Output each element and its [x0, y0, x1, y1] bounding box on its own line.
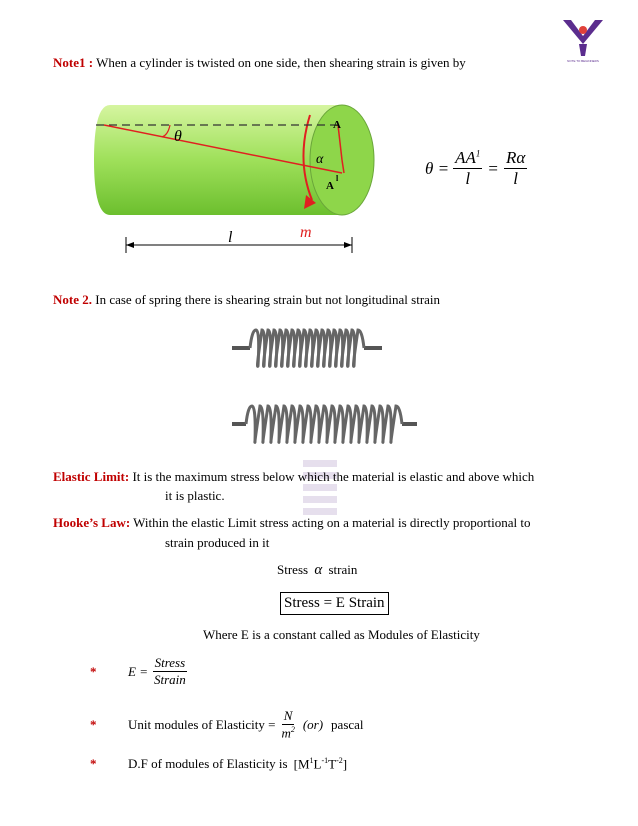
moment-label: m	[300, 224, 312, 241]
point-a-label: A	[333, 119, 341, 131]
stress-strain-fraction	[152, 655, 188, 688]
elastic-limit-label: Elastic Limit:	[53, 469, 130, 484]
logo	[553, 16, 613, 66]
theta-label: θ	[174, 128, 182, 145]
cylinder-figure	[90, 95, 390, 265]
elastic-limit-text-1: It is the maximum stress below which the material is elastic and above which	[132, 469, 535, 484]
bullet-2-unit: pascal	[331, 716, 364, 732]
note2-line	[53, 292, 440, 308]
bullet-3-star: *	[90, 756, 97, 772]
bullet-2-text: Unit modules of Elasticity =	[128, 716, 276, 732]
dimensional-formula	[294, 756, 347, 772]
fraction-denominator: Strain	[153, 672, 186, 687]
hookes-law-label: Hooke’s Law:	[53, 515, 131, 530]
shear-strain-formula	[425, 148, 527, 189]
point-a1-label: A	[326, 180, 334, 192]
frac1-superscript: 1	[475, 148, 481, 159]
df-l-exp: -1	[321, 756, 329, 765]
df-t: T	[328, 756, 337, 772]
frac2-denominator: l	[513, 169, 518, 188]
point-a1-sup: l	[336, 174, 339, 183]
boxed-equation: Stress = E Strain	[280, 592, 389, 615]
hookes-law-text-2: strain produced in it	[165, 535, 270, 550]
bullet-2-or: (or)	[302, 716, 324, 732]
elastic-limit-line1	[53, 469, 534, 485]
frac1-numerator: AA	[455, 148, 476, 167]
note2-label: Note 2.	[53, 292, 92, 307]
alpha-label: α	[316, 152, 324, 167]
bullet-1	[90, 655, 188, 688]
unit-numerator: N	[283, 708, 293, 723]
hookes-law-text-1: Within the elastic Limit stress acting on a material is directly proportional to	[133, 515, 531, 530]
length-label: l	[228, 229, 233, 246]
spring-extended	[232, 402, 417, 446]
unit-fraction	[279, 708, 296, 741]
frac1-denominator: l	[465, 169, 471, 188]
df-m-exp: 1	[309, 756, 314, 765]
note1-line	[53, 55, 466, 71]
bullet-3	[90, 756, 347, 772]
df-open: [M	[293, 756, 310, 772]
df-l: L	[313, 756, 322, 772]
formula-fraction-2	[504, 148, 527, 189]
logo-caption: NOTE TO BEGINNERS	[567, 59, 599, 63]
bullet-1-star: *	[90, 663, 97, 679]
bullet-1-lhs: E =	[128, 663, 148, 679]
note1-label: Note1 :	[53, 55, 94, 70]
fraction-numerator: Stress	[154, 655, 186, 670]
df-t-exp: -2	[336, 756, 343, 765]
frac2-numerator: Rα	[505, 148, 526, 167]
proportionality-statement	[277, 562, 357, 578]
cylinder-body	[94, 105, 374, 215]
df-close: ]	[342, 756, 348, 772]
note1-text: When a cylinder is twisted on one side, then shearing strain is given by	[96, 55, 466, 70]
spring-compressed	[232, 326, 382, 370]
bullet-2-star: *	[90, 716, 97, 732]
bullet-3-text: D.F of modules of Elasticity is	[128, 756, 288, 772]
unit-denominator: m	[281, 725, 291, 741]
prop-right: strain	[328, 562, 358, 577]
elastic-limit-text-2: it is plastic.	[165, 488, 225, 503]
unit-denominator-exp: 2	[290, 725, 295, 734]
prop-left: Stress	[277, 562, 309, 577]
bullet-2	[90, 708, 364, 741]
hookes-law-line1	[53, 515, 531, 531]
formula-lhs: θ =	[425, 158, 450, 178]
prop-symbol: α	[314, 562, 323, 578]
note2-text: In case of spring there is shearing strain but not longitudinal strain	[95, 292, 441, 307]
formula-fraction-1	[453, 148, 482, 189]
formula-equals: =	[488, 158, 498, 178]
watermark	[295, 458, 345, 518]
where-line: Where E is a constant called as Modules of Elasticity	[203, 627, 480, 642]
